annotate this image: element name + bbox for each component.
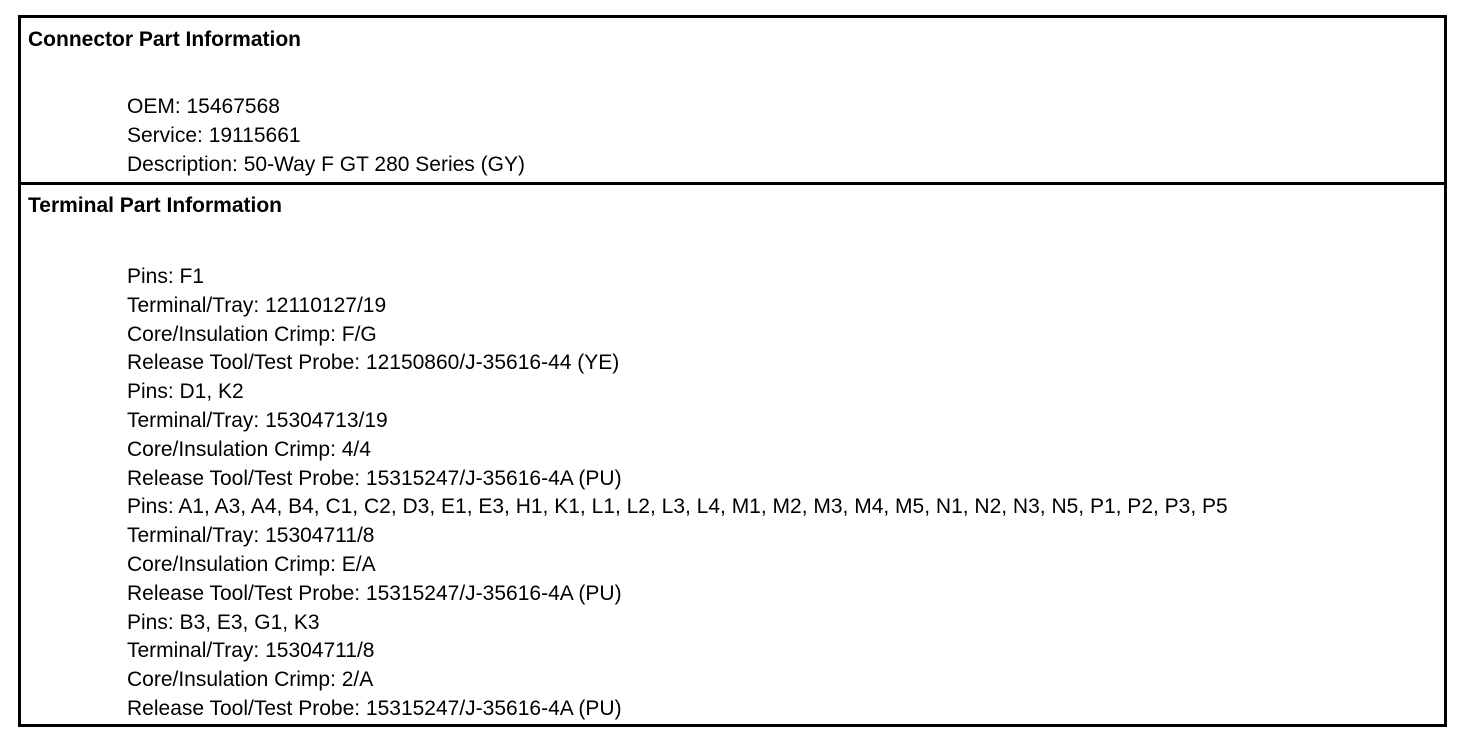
connector-part-list xyxy=(127,93,525,179)
terminal-part-heading: Terminal Part Information xyxy=(28,194,282,217)
crimp-line: Core/Insulation Crimp: F/G xyxy=(127,322,377,346)
pins-line: Pins: A1, A3, A4, B4, C1, C2, D3, E1, E3, H1, K1, L1, L2, L3, L4, M1, M2, M3, M4, M5, N1, N2, N3, N5, P1, P2, P3, P5 xyxy=(127,495,1228,519)
release-tool-line: Release Tool/Test Probe: 15315247/J-35616-4A (PU) xyxy=(127,581,622,605)
terminal-part-section xyxy=(21,185,1444,724)
terminal-tray-line: Terminal/Tray: 15304711/8 xyxy=(127,639,375,663)
connector-part-heading: Connector Part Information xyxy=(28,28,302,51)
part-info-table xyxy=(18,15,1447,727)
connector-part-section xyxy=(21,18,1444,185)
terminal-tray-line: Terminal/Tray: 15304713/19 xyxy=(127,408,388,432)
release-tool-line: Release Tool/Test Probe: 12150860/J-35616-44 (YE) xyxy=(127,351,620,375)
pins-line: Pins: D1, K2 xyxy=(127,380,244,404)
terminal-part-list xyxy=(127,263,1228,724)
terminal-tray-line: Terminal/Tray: 12110127/19 xyxy=(127,293,387,317)
oem-line: OEM: 15467568 xyxy=(127,95,280,118)
release-tool-line: Release Tool/Test Probe: 15315247/J-35616-4A (PU) xyxy=(127,696,622,720)
crimp-line: Core/Insulation Crimp: E/A xyxy=(127,552,376,576)
crimp-line: Core/Insulation Crimp: 4/4 xyxy=(127,437,371,461)
pins-line: Pins: F1 xyxy=(127,265,205,288)
description-line: Description: 50-Way F GT 280 Series (GY) xyxy=(127,152,525,176)
pins-line: Pins: B3, E3, G1, K3 xyxy=(127,610,320,634)
terminal-tray-line: Terminal/Tray: 15304711/8 xyxy=(127,524,375,548)
service-line: Service: 19115661 xyxy=(127,123,301,147)
release-tool-line: Release Tool/Test Probe: 15315247/J-35616-4A (PU) xyxy=(127,466,622,490)
crimp-line: Core/Insulation Crimp: 2/A xyxy=(127,668,374,692)
